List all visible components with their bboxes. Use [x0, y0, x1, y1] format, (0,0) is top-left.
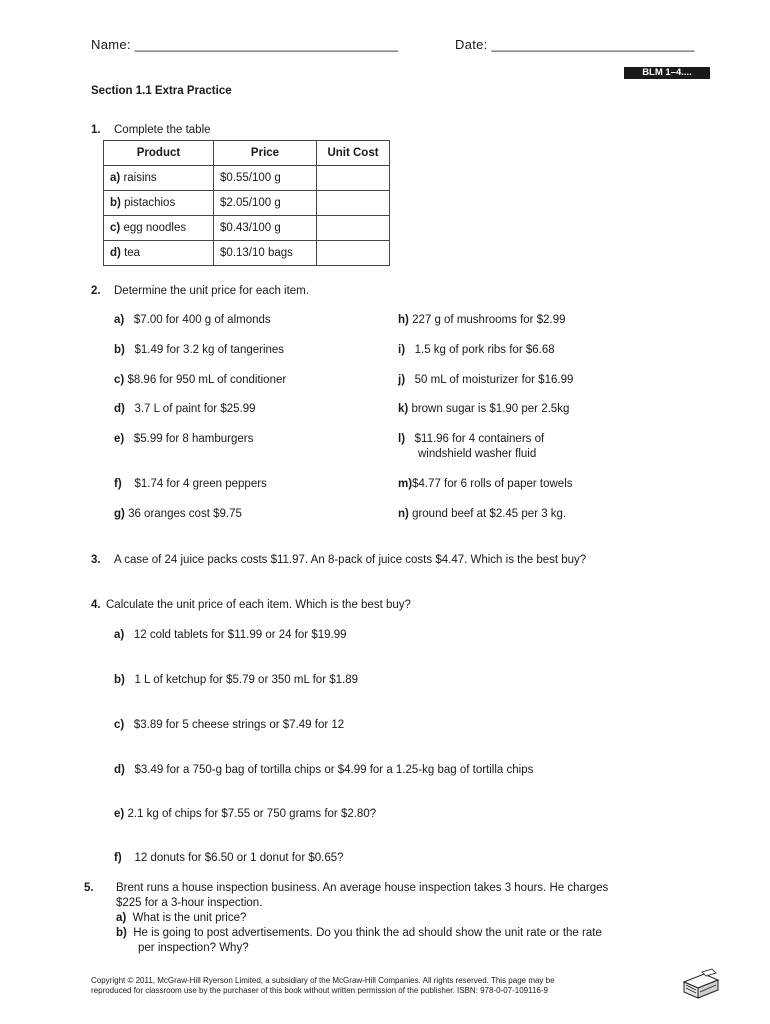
item-letter: c) [114, 374, 125, 386]
product-cell [104, 216, 214, 241]
q2-item-c [114, 373, 286, 387]
product-cell [104, 241, 214, 266]
item-text: $7.00 for 400 g of almonds [133, 314, 271, 326]
q2-item-n [398, 507, 566, 521]
item-text: $1.49 for 3.2 kg of tangerines [134, 344, 285, 356]
item-letter: i) [398, 344, 406, 356]
price-cell: $0.13/10 bags [214, 241, 317, 266]
item-text: $3.49 for a 750-g bag of tortilla chips or $4.99 for a 1.25-kg bag of tortilla chips [134, 764, 534, 776]
q2-number: 2. [91, 285, 101, 297]
table-row [104, 166, 390, 191]
item-letter: m) [398, 478, 413, 490]
q5-part-b [116, 926, 602, 940]
q2-item-h [398, 313, 565, 327]
q5-part-b-continued: per inspection? Why? [138, 942, 249, 954]
q2-item-a [114, 313, 271, 327]
item-letter: k) [398, 403, 409, 415]
unit-cost-cell[interactable] [317, 241, 390, 266]
price-cell: $0.43/100 g [214, 216, 317, 241]
q2-item-l [398, 432, 544, 446]
q2-item-k [398, 402, 569, 416]
item-letter: a) [116, 912, 127, 924]
item-text: What is the unit price? [132, 912, 247, 924]
item-text: $1.74 for 4 green peppers [134, 478, 267, 490]
q2-item-i [398, 343, 555, 357]
copyright-line1: Copyright © 2011, McGraw-Hill Ryerson Limited, a subsidiary of the McGraw-Hill Companies. All rights reserved. This page may be [91, 976, 555, 985]
product-name: egg noodles [123, 222, 187, 234]
price-cell: $0.55/100 g [214, 166, 317, 191]
item-text: ground beef at $2.45 per 3 kg. [412, 508, 567, 520]
item-letter: a) [114, 629, 125, 641]
item-letter: n) [398, 508, 409, 520]
price-cell: $2.05/100 g [214, 191, 317, 216]
item-text: $5.99 for 8 hamburgers [133, 433, 254, 445]
product-name: tea [124, 247, 141, 259]
row-letter: c) [110, 222, 121, 234]
item-text: He is going to post advertisements. Do you think the ad should show the unit rate or the rate [133, 927, 602, 939]
item-letter: b) [114, 344, 125, 356]
item-text: 3.7 L of paint for $25.99 [134, 403, 256, 415]
q4-item-a [114, 628, 347, 642]
item-letter: c) [114, 719, 125, 731]
q2-item-e [114, 432, 253, 446]
date-field-label: Date: ___________________________ [455, 37, 695, 52]
item-letter: d) [114, 403, 125, 415]
item-text: $8.96 for 950 mL of conditioner [127, 374, 287, 386]
row-letter: a) [110, 172, 121, 184]
item-letter: f) [114, 478, 122, 490]
item-text: 227 g of mushrooms for $2.99 [412, 314, 566, 326]
q5-number: 5. [84, 882, 94, 894]
q4-item-f [114, 851, 344, 865]
item-letter: d) [114, 764, 125, 776]
blm-badge: BLM 1–4.... [624, 67, 710, 79]
product-cell [104, 166, 214, 191]
item-letter: f) [114, 852, 122, 864]
item-text: $4.77 for 6 rolls of paper towels [412, 478, 573, 490]
item-text: 2.1 kg of chips for $7.55 or 750 grams for $2.80? [127, 808, 377, 820]
book-stack-icon [678, 968, 722, 1002]
item-letter: b) [114, 674, 125, 686]
q4-item-e [114, 807, 376, 821]
copyright-line2: reproduced for classroom use by the purchaser of this book without written permission of the publisher. ISBN: 978-0-07-109116-9 [91, 986, 548, 995]
q3-number: 3. [91, 554, 101, 566]
q3-text: A case of 24 juice packs costs $11.97. An 8-pack of juice costs $4.47. Which is the best buy? [114, 554, 587, 566]
q4-text: Calculate the unit price of each item. Which is the best buy? [106, 599, 411, 611]
q4-item-b [114, 673, 358, 687]
name-field-label: Name: ___________________________________ [91, 37, 399, 52]
item-text: brown sugar is $1.90 per 2.5kg [411, 403, 570, 415]
item-letter: e) [114, 808, 125, 820]
q2-item-l-continued: windshield washer fluid [418, 448, 537, 460]
unit-cost-cell[interactable] [317, 191, 390, 216]
item-letter: l) [398, 433, 406, 445]
item-text: $3.89 for 5 cheese strings or $7.49 for 12 [133, 719, 345, 731]
item-letter: j) [398, 374, 406, 386]
item-text: 1.5 kg of pork ribs for $6.68 [414, 344, 555, 356]
unit-cost-cell[interactable] [317, 216, 390, 241]
q5-text-line1: Brent runs a house inspection business. An average house inspection takes 3 hours. He charges [116, 882, 609, 894]
item-text: 1 L of ketchup for $5.79 or 350 mL for $1.89 [134, 674, 358, 686]
q2-item-g [114, 507, 242, 521]
item-letter: b) [116, 927, 127, 939]
q2-item-j [398, 373, 573, 387]
product-name: raisins [123, 172, 157, 184]
q2-item-m [398, 477, 573, 491]
table-row [104, 191, 390, 216]
item-text: 12 donuts for $6.50 or 1 donut for $0.65? [134, 852, 344, 864]
unit-cost-cell[interactable] [317, 166, 390, 191]
item-letter: e) [114, 433, 125, 445]
item-letter: a) [114, 314, 125, 326]
q2-item-b [114, 343, 284, 357]
row-letter: d) [110, 247, 121, 259]
column-header-price: Price [214, 141, 317, 166]
table-row [104, 241, 390, 266]
q2-text: Determine the unit price for each item. [114, 285, 309, 297]
q1-number: 1. [91, 124, 101, 136]
item-letter: h) [398, 314, 409, 326]
q5-text-line2: $225 for a 3-hour inspection. [116, 897, 263, 909]
q1-text: Complete the table [114, 124, 211, 136]
item-letter: g) [114, 508, 125, 520]
column-header-product: Product [104, 141, 214, 166]
item-text: $11.96 for 4 containers of [414, 433, 545, 445]
table-row [104, 216, 390, 241]
item-text: 12 cold tablets for $11.99 or 24 for $19.99 [133, 629, 347, 641]
q2-item-d [114, 402, 256, 416]
row-letter: b) [110, 197, 121, 209]
item-text: 36 oranges cost $9.75 [128, 508, 242, 520]
q4-item-c [114, 718, 344, 732]
q5-part-a [116, 911, 246, 925]
q4-item-d [114, 763, 533, 777]
section-title: Section 1.1 Extra Practice [91, 85, 232, 97]
column-header-unit-cost: Unit Cost [317, 141, 390, 166]
product-name: pistachios [124, 197, 176, 209]
q4-number: 4. [91, 599, 101, 611]
unit-cost-table [103, 140, 390, 266]
q2-item-f [114, 477, 267, 491]
table-header-row [104, 141, 390, 166]
item-text: 50 mL of moisturizer for $16.99 [414, 374, 574, 386]
product-cell [104, 191, 214, 216]
